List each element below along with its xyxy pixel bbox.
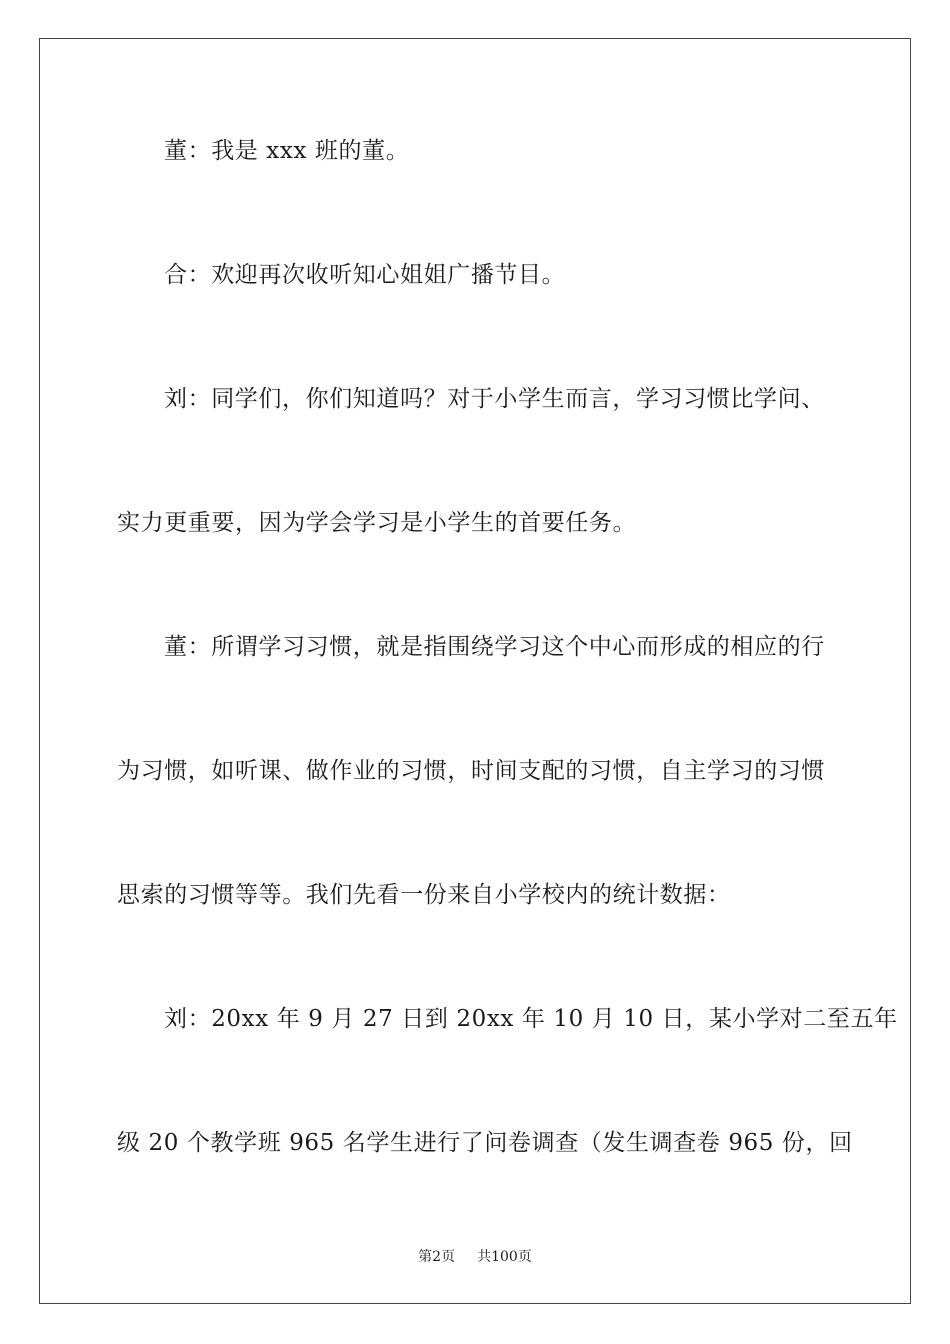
paragraph-line: 合：欢迎再次收听知心姐姐广播节目。 (164, 262, 566, 288)
paragraph-line: 为习惯，如听课、做作业的习惯，时间支配的习惯，自主学习的习惯 (117, 758, 825, 784)
paragraph-line: 实力更重要，因为学会学习是小学生的首要任务。 (117, 510, 637, 536)
paragraph-line: 级 20 个教学班 965 名学生进行了问卷调查（发生调查卷 965 份，回 (117, 1130, 853, 1156)
total-pages: 共100页 (477, 1249, 532, 1265)
paragraph-line: 刘：20xx 年 9 月 27 日到 20xx 年 10 月 10 日，某小学对二至五年 (164, 1006, 898, 1032)
paragraph-line: 董：我是 xxx 班的董。 (164, 138, 410, 164)
paragraph-line: 董：所谓学习习惯，就是指围绕学习这个中心而形成的相应的行 (164, 634, 825, 660)
paragraph-line: 思索的习惯等等。我们先看一份来自小学校内的统计数据： (117, 882, 731, 908)
page-number: 第2页 (418, 1249, 456, 1265)
paragraph-line: 刘：同学们，你们知道吗？对于小学生而言，学习习惯比学问、 (164, 386, 825, 412)
page-footer (0, 1246, 950, 1266)
page-border (39, 38, 911, 1304)
